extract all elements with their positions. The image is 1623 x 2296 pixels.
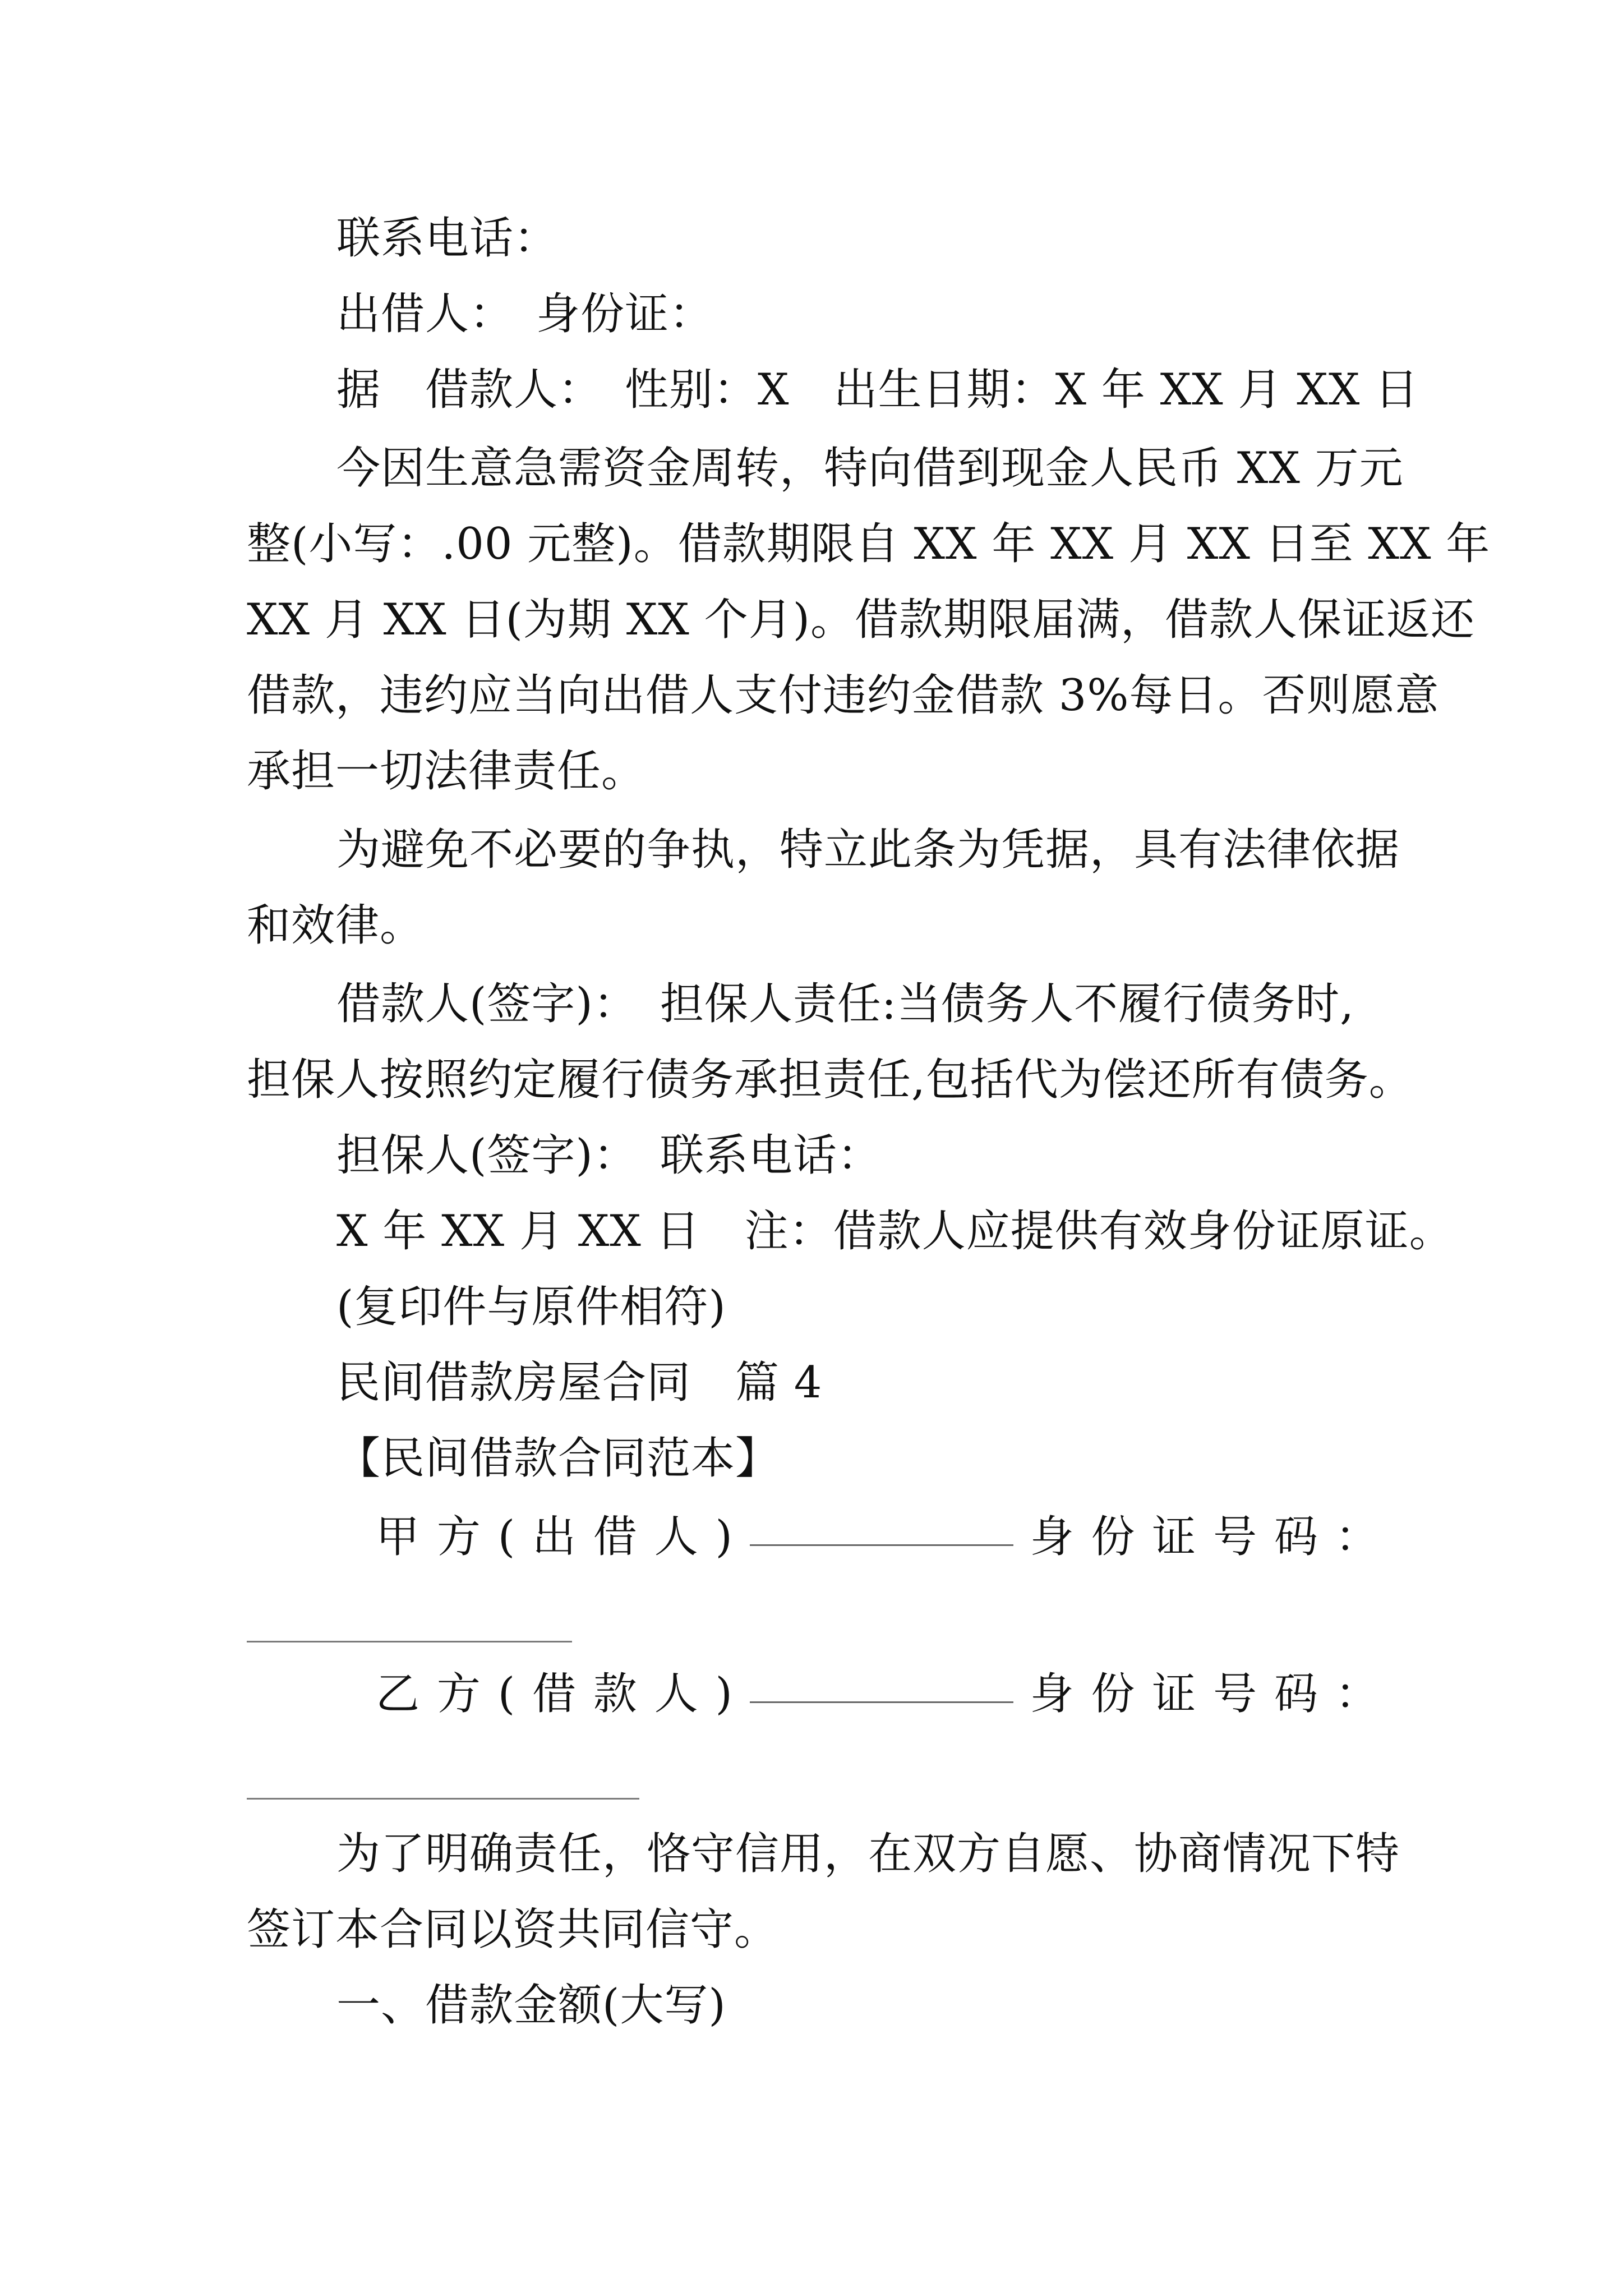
party-b-name-field[interactable]: [750, 1699, 1013, 1703]
party-a-id-char: 份: [1091, 1512, 1136, 1562]
party-a-id-char: ：: [1335, 1512, 1380, 1562]
party-a-char: 甲: [376, 1512, 421, 1562]
party-a-char: (: [497, 1512, 516, 1562]
agreement-purpose-line-1: 为了明确责任，恪守信用，在双方自愿、协商情况下特: [336, 1829, 1400, 1879]
paragraph-dispute-line-2: 和效律。: [247, 900, 425, 951]
party-a-char: 方: [436, 1512, 481, 1562]
paragraph-loan-line-4: 借款，违约应当向出借人支付违约金借款 3%每日。否则愿意: [247, 670, 1440, 721]
party-a-id-char: 身: [1030, 1512, 1075, 1562]
party-b-char: (: [497, 1669, 516, 1719]
party-a-id-char: 证: [1152, 1512, 1197, 1562]
party-b-char: ): [715, 1669, 733, 1719]
party-a-id-field[interactable]: [247, 1641, 572, 1642]
guarantor-duty-line-2: 担保人按照约定履行债务承担责任,包括代为偿还所有债务。: [247, 1055, 1413, 1105]
party-b-char: 乙: [376, 1669, 421, 1719]
agreement-purpose-line-2: 签订本合同以资共同信守。: [247, 1904, 779, 1955]
paragraph-dispute-line-1: 为避免不必要的争执，特立此条为凭据，具有法律依据: [336, 825, 1400, 875]
party-b-char: 借: [532, 1669, 577, 1719]
party-a-char: 人: [654, 1512, 699, 1562]
party-b-char: 人: [654, 1669, 699, 1719]
date-note-line: X 年 XX 月 XX 日 注：借款人应提供有效身份证原证。: [336, 1206, 1454, 1257]
paragraph-loan-line-1: 今因生意急需资金周转，特向借到现金人民币 XX 万元: [336, 443, 1404, 494]
contract-template-title: 【民间借款合同范本】: [336, 1433, 780, 1484]
guarantor-sign-line: 担保人(签字)： 联系电话：: [336, 1130, 882, 1181]
lender-id-line: 出借人： 身份证：: [336, 289, 714, 339]
party-b-line: [376, 1666, 1380, 1722]
party-a-id-char: 号: [1213, 1512, 1258, 1562]
party-b-id-char: 号: [1213, 1669, 1258, 1719]
party-b-char: 方: [436, 1669, 481, 1719]
party-b-id-field[interactable]: [247, 1798, 639, 1800]
party-b-id-char: ：: [1335, 1669, 1380, 1719]
party-b-char: 款: [593, 1669, 638, 1719]
party-a-name-field[interactable]: [750, 1542, 1013, 1546]
guarantor-duty-line-1: 借款人(签字)： 担保人责任:当债务人不履行债务时,: [336, 979, 1354, 1029]
paragraph-loan-line-2: 整(小写：.00 元整)。借款期限自 XX 年 XX 月 XX 日至 XX 年: [247, 519, 1491, 569]
party-a-id-char: 码: [1274, 1512, 1318, 1562]
loan-amount-heading: 一、借款金额(大写): [336, 1980, 726, 2031]
borrower-info-line: 据 借款人： 性别：X 出生日期：X 年 XX 月 XX 日: [336, 365, 1419, 415]
copy-note-line: (复印件与原件相符): [336, 1282, 726, 1332]
party-a-char: 出: [532, 1512, 577, 1562]
section-heading: 民间借款房屋合同 篇 4: [336, 1358, 823, 1408]
party-a-char: ): [715, 1512, 733, 1562]
paragraph-loan-line-5: 承担一切法律责任。: [247, 746, 646, 797]
paragraph-loan-line-3: XX 月 XX 日(为期 XX 个月)。借款期限届满，借款人保证返还: [247, 595, 1476, 645]
party-b-id-char: 证: [1152, 1669, 1197, 1719]
party-b-id-char: 份: [1091, 1669, 1136, 1719]
party-b-id-char: 身: [1030, 1669, 1075, 1719]
party-a-line: [376, 1509, 1380, 1565]
party-a-char: 借: [593, 1512, 638, 1562]
contact-phone-line: 联系电话：: [336, 213, 559, 264]
party-b-id-char: 码: [1274, 1669, 1318, 1719]
